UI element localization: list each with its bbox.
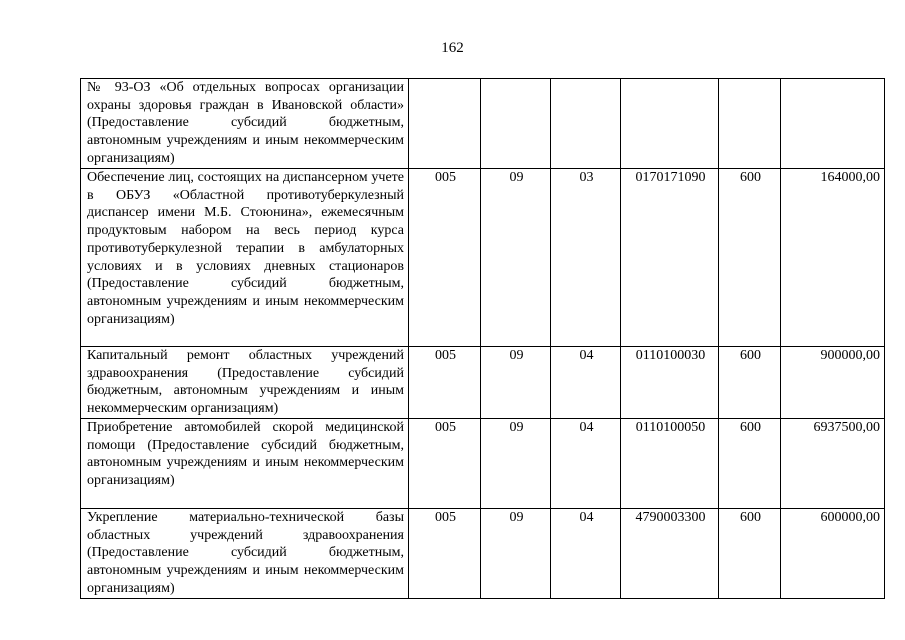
target-code-cell: 0110100030 — [621, 347, 719, 419]
section-code-cell: 09 — [481, 419, 551, 509]
ministry-code-cell: 005 — [409, 509, 481, 599]
expense-type-cell: 600 — [719, 509, 781, 599]
section-code-cell — [481, 79, 551, 169]
table-row — [81, 169, 885, 347]
table-row — [81, 347, 885, 419]
description-cell: № 93-ОЗ «Об отдельных вопросах организации охраны здоровья граждан в Ивановской области» (Предоставление субсидий бюджетным, автономным учреждениям и иным некоммерческим организациям) — [81, 79, 409, 169]
target-code-cell: 0110100050 — [621, 419, 719, 509]
description-cell: Укрепление материально-технической базы областных учреждений здравоохранения (Предоставление субсидий бюджетным, автономным учреждениям и иным некоммерческим организациям) — [81, 509, 409, 599]
target-code-cell: 4790003300 — [621, 509, 719, 599]
subsection-code-cell: 04 — [551, 347, 621, 419]
subsection-code-cell: 04 — [551, 419, 621, 509]
amount-cell: 900000,00 — [781, 347, 885, 419]
expense-type-cell: 600 — [719, 169, 781, 347]
expense-type-cell: 600 — [719, 347, 781, 419]
ministry-code-cell: 005 — [409, 169, 481, 347]
ministry-code-cell: 005 — [409, 419, 481, 509]
subsection-code-cell: 03 — [551, 169, 621, 347]
table-row — [81, 509, 885, 599]
amount-cell — [781, 79, 885, 169]
amount-cell: 164000,00 — [781, 169, 885, 347]
table-row — [81, 79, 885, 169]
section-code-cell: 09 — [481, 347, 551, 419]
subsection-code-cell — [551, 79, 621, 169]
section-code-cell: 09 — [481, 169, 551, 347]
target-code-cell: 0170171090 — [621, 169, 719, 347]
description-cell: Капитальный ремонт областных учреждений здравоохранения (Предоставление субсидий бюджетным, автономным учреждениям и иным некоммерческим организациям) — [81, 347, 409, 419]
description-cell: Приобретение автомобилей скорой медицинской помощи (Предоставление субсидий бюджетным, автономным учреждениям и иным некоммерческим организациям) — [81, 419, 409, 509]
subsection-code-cell: 04 — [551, 509, 621, 599]
expense-type-cell: 600 — [719, 419, 781, 509]
description-cell: Обеспечение лиц, состоящих на диспансерном учете в ОБУЗ «Областной противотуберкулезный диспансер имени М.Б. Стоюнина», ежемесячным продуктовым набором на весь период курса противотуберкулезной терапии в амбулаторных условиях и в условиях дневных стационаров (Предоставление субсидий бюджетным, автономным учреждениям и иным некоммерческим организациям) — [81, 169, 409, 347]
budget-table — [80, 78, 885, 599]
ministry-code-cell: 005 — [409, 347, 481, 419]
section-code-cell: 09 — [481, 509, 551, 599]
expense-type-cell — [719, 79, 781, 169]
table-row — [81, 419, 885, 509]
page-number: 162 — [441, 40, 464, 56]
amount-cell: 600000,00 — [781, 509, 885, 599]
target-code-cell — [621, 79, 719, 169]
amount-cell: 6937500,00 — [781, 419, 885, 509]
ministry-code-cell — [409, 79, 481, 169]
